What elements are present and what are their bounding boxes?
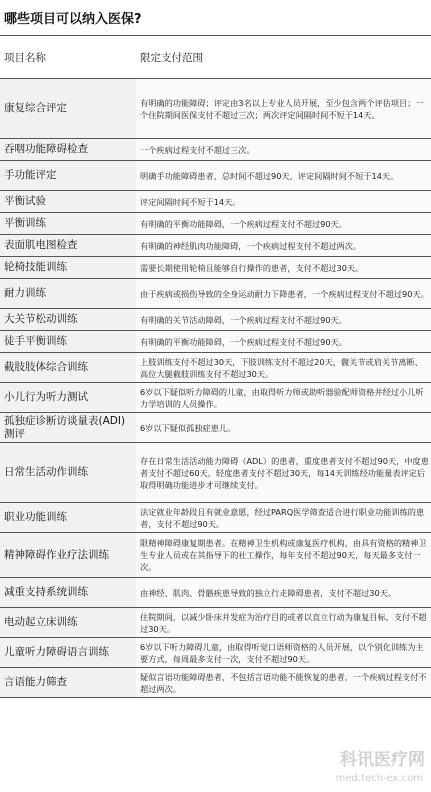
item-name-cell: 言语能力筛查 <box>0 668 136 698</box>
table-row <box>0 331 431 353</box>
table-row <box>0 578 431 608</box>
table-row <box>0 668 431 698</box>
table-row <box>0 443 431 503</box>
table-row <box>0 413 431 443</box>
payment-scope-cell: 有明确的功能障碍；评定由3名以上专业人员开展，至少包含两个评估项目；一个住院期间医保支付不超过三次；两次评定间隔时间不短于14天。 <box>136 79 431 139</box>
item-name-cell: 表面肌电图检查 <box>0 235 136 257</box>
item-name-cell: 手功能评定 <box>0 161 136 191</box>
payment-scope-cell: 限精神障碍康复期患者。在精神卫生机构或康复医疗机构，由具有资格的精神卫生专业人员或在其指导下的社工操作，每年支付不超过90天，每天最多支付一次。 <box>136 533 431 578</box>
payment-scope-cell: 有明确的平衡功能障碍，一个疾病过程支付不超过90天。 <box>136 331 431 353</box>
payment-scope-cell: 6岁以下疑似听力障碍的儿童，由取得听力师或助听器验配师资格并经过小儿听力学培训的人员操作。 <box>136 383 431 413</box>
item-name-cell: 平衡试验 <box>0 191 136 213</box>
payment-scope-cell: 法定就业年龄段且有就业意愿，经过PARQ医学筛查适合进行职业功能训练的患者，支付不超过90天。 <box>136 503 431 533</box>
column-header-name: 项目名称 <box>0 36 136 79</box>
item-name-cell: 耐力训练 <box>0 279 136 309</box>
table-header-row <box>0 36 431 79</box>
item-name-cell: 康复综合评定 <box>0 79 136 139</box>
payment-scope-cell: 评定间隔时间不短于14天。 <box>136 191 431 213</box>
payment-scope-cell: 住院期间，以减少卧床并发症为治疗目的或者以直立行动为康复目标，支付不超过30天。 <box>136 608 431 638</box>
page-title: 哪些项目可以纳入医保? <box>4 12 142 27</box>
payment-scope-cell: 有明确的关节活动障碍，一个疾病过程支付不超过90天。 <box>136 309 431 331</box>
item-name-cell: 日常生活动作训练 <box>0 443 136 503</box>
table-row <box>0 353 431 383</box>
payment-scope-cell: 6岁以下疑似孤独症患儿。 <box>136 413 431 443</box>
item-name-cell: 轮椅技能训练 <box>0 257 136 279</box>
table-row <box>0 161 431 191</box>
payment-scope-cell: 6岁以下听力障碍儿童，由取得听觉口语师资格的人员开展，以个别化训练为主要方式，每周最多支付一次，支付不超过90天。 <box>136 638 431 668</box>
table-row <box>0 213 431 235</box>
payment-scope-cell: 有明确的平衡功能障碍，一个疾病过程支付不超过90天。 <box>136 213 431 235</box>
watermark-text: 科讯医疗网 <box>340 750 425 770</box>
table-row <box>0 235 431 257</box>
payment-scope-cell: 由于疾病或损伤导致的全身运动耐力下降患者，一个疾病过程支付不超过90天。 <box>136 279 431 309</box>
table-row <box>0 638 431 668</box>
item-name-cell: 职业功能训练 <box>0 503 136 533</box>
table-row <box>0 383 431 413</box>
item-name-cell: 精神障碍作业疗法训练 <box>0 533 136 578</box>
payment-scope-cell: 明确手功能障碍患者，总时间不超过90天，评定间隔时间不短于14天。 <box>136 161 431 191</box>
item-name-cell: 儿童听力障碍语言训练 <box>0 638 136 668</box>
table-row <box>0 608 431 638</box>
table-row <box>0 139 431 161</box>
payment-scope-cell: 存在日常生活活动能力障碍（ADL）的患者，重度患者支付不超过90天，中度患者支付不超过60天，轻度患者支付不超过30天，每14天训练经功能量表评定后取得明确功能进步才可继续支付。 <box>136 443 431 503</box>
table-row <box>0 309 431 331</box>
item-name-cell: 徒手平衡训练 <box>0 331 136 353</box>
watermark-url: med.tech-ex.com <box>335 773 423 784</box>
payment-scope-cell: 上肢训练支付不超过30天，下肢训练支付不超过20天，髋关节或肩关节离断、高位大腿截肢训练支付不超过30天。 <box>136 353 431 383</box>
item-name-cell: 减重支持系统训练 <box>0 578 136 608</box>
table-row <box>0 191 431 213</box>
item-name-cell: 平衡训练 <box>0 213 136 235</box>
item-name-cell: 小儿行为听力测试 <box>0 383 136 413</box>
table-row <box>0 533 431 578</box>
item-name-cell: 电动起立床训练 <box>0 608 136 638</box>
item-name-cell: 孤独症诊断访谈量表(ADI)测评 <box>0 413 136 443</box>
item-name-cell: 截肢肢体综合训练 <box>0 353 136 383</box>
table-row <box>0 257 431 279</box>
payment-scope-cell: 需要长期使用轮椅且能够自行操作的患者，支付不超过30天。 <box>136 257 431 279</box>
payment-scope-cell: 由神经、肌肉、骨骼疾患导致的独立行走障碍患者，支付不超过30天。 <box>136 578 431 608</box>
coverage-table <box>0 35 431 698</box>
item-name-cell: 吞咽功能障碍检查 <box>0 139 136 161</box>
payment-scope-cell: 一个疾病过程支付不超过三次。 <box>136 139 431 161</box>
table-row <box>0 503 431 533</box>
payment-scope-cell: 有明确的神经肌肉功能障碍，一个疾病过程支付不超过两次。 <box>136 235 431 257</box>
column-header-scope: 限定支付范围 <box>136 36 431 79</box>
table-row <box>0 79 431 139</box>
table-row <box>0 279 431 309</box>
item-name-cell: 大关节松动训练 <box>0 309 136 331</box>
payment-scope-cell: 疑似言语功能障碍患者，不包括言语功能不能恢复的患者，一个疾病过程支付不超过两次。 <box>136 668 431 698</box>
